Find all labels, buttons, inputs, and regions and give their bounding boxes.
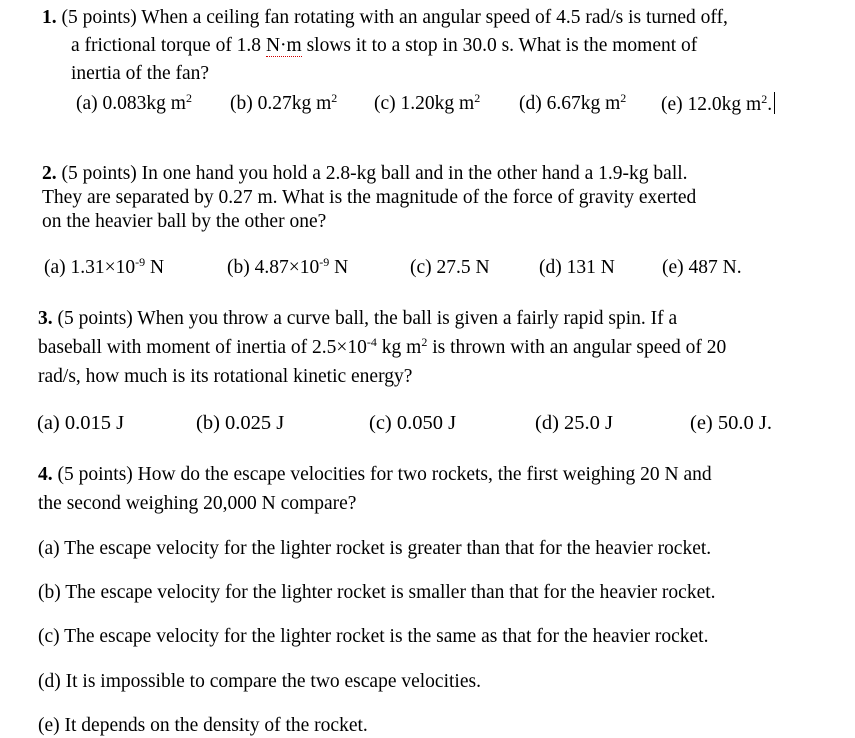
q3-line-2 (38, 336, 726, 360)
q2-answer-a-text: (a) 1.31×10 (44, 257, 136, 278)
q3-answer-e: (e) 50.0 J. (690, 412, 772, 434)
q2-number: 2. (42, 163, 57, 184)
q2-answer-b (227, 256, 348, 280)
q2-answer-a-unit: N (145, 257, 165, 278)
q1-answer-c-exp: 2 (474, 91, 481, 105)
q1-answer-e-suffix: . (767, 94, 773, 115)
q2-line-1 (42, 162, 688, 186)
q1-answer-d-exp: 2 (620, 91, 627, 105)
q2-answer-a (44, 256, 164, 280)
q1-number: 1. (42, 7, 57, 28)
text-cursor (774, 92, 775, 114)
q1-text-2b: slows it to a stop in 30.0 s. What is the moment of (301, 35, 698, 56)
q1-text-3: inertia of the fan? (71, 63, 210, 84)
q3-number: 3. (38, 308, 53, 329)
q2-answer-a-exp: -9 (135, 255, 146, 269)
q3-text-2a: baseball with moment of inertia of 2.5×10 (38, 337, 367, 358)
q3-line-1 (38, 307, 677, 331)
q3-answer-d: (d) 25.0 J (535, 412, 614, 434)
q1-answer-c-text: (c) 1.20kg m (374, 93, 475, 114)
q4-answer-b: (b) The escape velocity for the lighter rocket is smaller than that for the heavier rocket. (38, 582, 716, 603)
q3-exp-2: 2 (421, 335, 428, 349)
q1-answer-e-text: (e) 12.0kg m (661, 94, 762, 115)
q3-exp-1: -4 (366, 335, 377, 349)
q2-text-2: They are separated by 0.27 m. What is the magnitude of the force of gravity exerted (42, 187, 697, 208)
q1-answer-a (76, 92, 192, 116)
q3-text-3: rad/s, how much is its rotational kinetic energy? (38, 366, 413, 387)
q1-answer-d (519, 92, 626, 116)
q4-answer-a: (a) The escape velocity for the lighter rocket is greater than that for the heavier rocket. (38, 538, 712, 559)
q1-text-2a: a frictional torque of 1.8 (71, 35, 266, 56)
q3-answer-a: (a) 0.015 J (37, 412, 125, 434)
q1-answer-d-text: (d) 6.67kg m (519, 93, 621, 114)
q2-answer-c-text: (c) 27.5 N (410, 257, 490, 278)
q1-answer-b-exp: 2 (331, 91, 338, 105)
q1-answer-e-exp: 2 (761, 92, 768, 106)
q2-answer-d-text: (d) 131 N (539, 257, 615, 278)
q2-answer-b-text: (b) 4.87×10 (227, 257, 320, 278)
q3-line-3 (38, 365, 412, 389)
q2-line-3 (42, 210, 326, 234)
q1-text-1: (5 points) When a ceiling fan rotating with an angular speed of 4.5 rad/s is turned off, (61, 7, 728, 28)
q2-answer-e (662, 256, 742, 280)
q2-line-2 (42, 186, 696, 210)
q3-text-1: (5 points) When you throw a curve ball, the ball is given a fairly rapid spin. If a (57, 308, 678, 329)
q1-answer-b-text: (b) 0.27kg m (230, 93, 332, 114)
q3-text-2c: is thrown with an angular speed of 20 (427, 337, 727, 358)
q4-number: 4. (38, 464, 53, 485)
q1-line-3 (71, 62, 209, 86)
q1-answer-b (230, 92, 337, 116)
q1-answer-e (661, 92, 775, 117)
q2-text-3: on the heavier ball by the other one? (42, 211, 327, 232)
q2-answer-b-unit: N (329, 257, 349, 278)
q4-line-1 (38, 463, 712, 487)
q1-answer-c (374, 92, 480, 116)
q1-answer-a-exp: 2 (185, 91, 192, 105)
q2-answer-d (539, 256, 615, 280)
q4-answer-c: (c) The escape velocity for the lighter rocket is the same as that for the heavier rocket. (38, 626, 709, 647)
q1-line-2 (71, 34, 697, 58)
q4-text-2: the second weighing 20,000 N compare? (38, 493, 357, 514)
q3-text-2b: kg m (376, 337, 422, 358)
q4-answer-d: (d) It is impossible to compare the two escape velocities. (38, 671, 481, 692)
q1-unit: N·m (265, 35, 302, 56)
q4-answer-e: (e) It depends on the density of the rocket. (38, 715, 368, 736)
q1-line-1 (42, 6, 728, 30)
q2-answer-c (410, 256, 490, 280)
q2-text-1: (5 points) In one hand you hold a 2.8-kg ball and in the other hand a 1.9-kg ball. (61, 163, 688, 184)
q4-line-2 (38, 492, 356, 516)
q1-answer-a-text: (a) 0.083kg m (76, 93, 186, 114)
q4-text-1: (5 points) How do the escape velocities for two rockets, the first weighing 20 N and (57, 464, 712, 485)
q2-answer-b-exp: -9 (319, 255, 330, 269)
q3-answer-c: (c) 0.050 J (369, 412, 457, 434)
q3-answer-b: (b) 0.025 J (196, 412, 285, 434)
q2-answer-e-text: (e) 487 N. (662, 257, 742, 278)
